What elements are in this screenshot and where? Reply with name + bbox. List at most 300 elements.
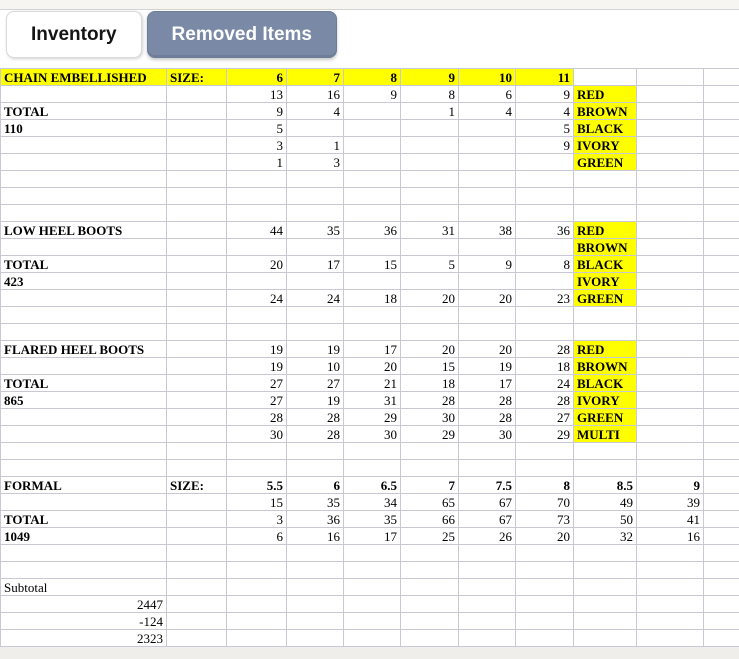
empty-cell[interactable] — [401, 120, 459, 137]
empty-cell[interactable] — [637, 171, 704, 188]
empty-cell[interactable] — [287, 307, 344, 324]
empty-cell[interactable] — [637, 613, 704, 630]
cell[interactable]: 35 — [287, 222, 344, 239]
cell[interactable]: 21 — [344, 375, 401, 392]
cell[interactable]: 1 — [227, 154, 287, 171]
empty-cell[interactable] — [459, 443, 516, 460]
empty-cell[interactable] — [227, 596, 287, 613]
empty-cell[interactable] — [574, 562, 637, 579]
empty-cell[interactable] — [167, 188, 227, 205]
empty-cell[interactable] — [167, 511, 227, 528]
empty-cell[interactable] — [637, 443, 704, 460]
empty-cell[interactable] — [459, 460, 516, 477]
cell[interactable]: 19 — [287, 392, 344, 409]
cell[interactable]: 23 — [516, 290, 574, 307]
cell[interactable]: 5.5 — [227, 477, 287, 494]
empty-cell[interactable] — [227, 324, 287, 341]
empty-cell[interactable] — [1, 409, 167, 426]
cell[interactable]: 31 — [344, 392, 401, 409]
empty-cell[interactable] — [704, 205, 739, 222]
empty-cell[interactable] — [704, 103, 739, 120]
empty-cell[interactable] — [167, 341, 227, 358]
cell[interactable]: GREEN — [574, 154, 637, 171]
empty-cell[interactable] — [516, 188, 574, 205]
empty-cell[interactable] — [167, 409, 227, 426]
empty-cell[interactable] — [287, 613, 344, 630]
cell[interactable]: 27 — [227, 392, 287, 409]
empty-cell[interactable] — [637, 375, 704, 392]
empty-cell[interactable] — [344, 171, 401, 188]
cell[interactable]: 4 — [459, 103, 516, 120]
empty-cell[interactable] — [167, 205, 227, 222]
empty-cell[interactable] — [704, 290, 739, 307]
empty-cell[interactable] — [167, 273, 227, 290]
empty-cell[interactable] — [637, 222, 704, 239]
cell[interactable]: 17 — [344, 528, 401, 545]
empty-cell[interactable] — [704, 477, 739, 494]
empty-cell[interactable] — [516, 239, 574, 256]
cell[interactable]: 19 — [459, 358, 516, 375]
empty-cell[interactable] — [459, 205, 516, 222]
cell[interactable]: 9 — [344, 86, 401, 103]
empty-cell[interactable] — [1, 562, 167, 579]
empty-cell[interactable] — [704, 222, 739, 239]
cell[interactable]: 6 — [287, 477, 344, 494]
empty-cell[interactable] — [704, 307, 739, 324]
empty-cell[interactable] — [516, 630, 574, 647]
empty-cell[interactable] — [227, 613, 287, 630]
empty-cell[interactable] — [227, 273, 287, 290]
cell[interactable]: 2323 — [1, 630, 167, 647]
empty-cell[interactable] — [637, 630, 704, 647]
cell[interactable]: 8 — [344, 69, 401, 86]
cell[interactable]: TOTAL — [1, 256, 167, 273]
cell[interactable]: 34 — [344, 494, 401, 511]
empty-cell[interactable] — [704, 324, 739, 341]
cell[interactable]: 5 — [516, 120, 574, 137]
empty-cell[interactable] — [227, 188, 287, 205]
cell[interactable]: 30 — [401, 409, 459, 426]
tab-inventory[interactable]: Inventory — [6, 11, 142, 58]
cell[interactable]: 28 — [516, 392, 574, 409]
cell[interactable]: 67 — [459, 511, 516, 528]
empty-cell[interactable] — [1, 545, 167, 562]
cell[interactable]: 20 — [516, 528, 574, 545]
empty-cell[interactable] — [637, 239, 704, 256]
cell[interactable]: 9 — [459, 256, 516, 273]
empty-cell[interactable] — [459, 239, 516, 256]
empty-cell[interactable] — [516, 460, 574, 477]
cell[interactable]: 8 — [516, 256, 574, 273]
cell[interactable]: BROWN — [574, 239, 637, 256]
empty-cell[interactable] — [287, 324, 344, 341]
empty-cell[interactable] — [637, 358, 704, 375]
empty-cell[interactable] — [704, 86, 739, 103]
empty-cell[interactable] — [227, 307, 287, 324]
empty-cell[interactable] — [401, 443, 459, 460]
cell[interactable]: 1 — [401, 103, 459, 120]
cell[interactable]: 28 — [227, 409, 287, 426]
cell[interactable]: 20 — [344, 358, 401, 375]
cell[interactable]: 8 — [516, 477, 574, 494]
empty-cell[interactable] — [167, 613, 227, 630]
empty-cell[interactable] — [167, 630, 227, 647]
empty-cell[interactable] — [574, 205, 637, 222]
cell[interactable]: 18 — [401, 375, 459, 392]
empty-cell[interactable] — [459, 562, 516, 579]
empty-cell[interactable] — [1, 205, 167, 222]
cell[interactable]: 13 — [227, 86, 287, 103]
empty-cell[interactable] — [704, 171, 739, 188]
cell[interactable]: GREEN — [574, 409, 637, 426]
cell[interactable]: 1049 — [1, 528, 167, 545]
empty-cell[interactable] — [344, 460, 401, 477]
cell[interactable]: 110 — [1, 120, 167, 137]
empty-cell[interactable] — [704, 460, 739, 477]
empty-cell[interactable] — [401, 188, 459, 205]
cell[interactable]: IVORY — [574, 273, 637, 290]
empty-cell[interactable] — [704, 392, 739, 409]
empty-cell[interactable] — [227, 545, 287, 562]
empty-cell[interactable] — [287, 188, 344, 205]
empty-cell[interactable] — [1, 171, 167, 188]
empty-cell[interactable] — [344, 324, 401, 341]
empty-cell[interactable] — [344, 120, 401, 137]
tab-removed-items[interactable]: Removed Items — [147, 11, 337, 58]
empty-cell[interactable] — [516, 205, 574, 222]
empty-cell[interactable] — [401, 460, 459, 477]
empty-cell[interactable] — [704, 545, 739, 562]
empty-cell[interactable] — [167, 426, 227, 443]
empty-cell[interactable] — [637, 273, 704, 290]
cell[interactable]: 16 — [637, 528, 704, 545]
empty-cell[interactable] — [704, 613, 739, 630]
empty-cell[interactable] — [401, 137, 459, 154]
cell[interactable]: 28 — [401, 392, 459, 409]
cell[interactable]: 30 — [459, 426, 516, 443]
empty-cell[interactable] — [401, 205, 459, 222]
empty-cell[interactable] — [574, 69, 637, 86]
cell[interactable]: 2447 — [1, 596, 167, 613]
empty-cell[interactable] — [1, 154, 167, 171]
empty-cell[interactable] — [704, 69, 739, 86]
empty-cell[interactable] — [516, 596, 574, 613]
cell[interactable]: 28 — [459, 409, 516, 426]
cell[interactable]: 16 — [287, 86, 344, 103]
cell[interactable]: 17 — [459, 375, 516, 392]
empty-cell[interactable] — [516, 562, 574, 579]
cell[interactable]: 30 — [227, 426, 287, 443]
empty-cell[interactable] — [227, 630, 287, 647]
empty-cell[interactable] — [459, 154, 516, 171]
empty-cell[interactable] — [637, 307, 704, 324]
empty-cell[interactable] — [704, 630, 739, 647]
cell[interactable]: 28 — [287, 426, 344, 443]
empty-cell[interactable] — [637, 154, 704, 171]
empty-cell[interactable] — [1, 358, 167, 375]
empty-cell[interactable] — [516, 324, 574, 341]
empty-cell[interactable] — [459, 171, 516, 188]
empty-cell[interactable] — [344, 137, 401, 154]
empty-cell[interactable] — [1, 188, 167, 205]
cell[interactable]: 35 — [344, 511, 401, 528]
empty-cell[interactable] — [704, 511, 739, 528]
empty-cell[interactable] — [227, 443, 287, 460]
cell[interactable]: TOTAL — [1, 375, 167, 392]
cell[interactable]: 7 — [287, 69, 344, 86]
empty-cell[interactable] — [287, 562, 344, 579]
cell[interactable]: 28 — [516, 341, 574, 358]
empty-cell[interactable] — [401, 545, 459, 562]
empty-cell[interactable] — [459, 137, 516, 154]
cell[interactable]: 9 — [637, 477, 704, 494]
empty-cell[interactable] — [704, 358, 739, 375]
empty-cell[interactable] — [1, 239, 167, 256]
cell[interactable]: GREEN — [574, 290, 637, 307]
empty-cell[interactable] — [344, 307, 401, 324]
empty-cell[interactable] — [167, 596, 227, 613]
empty-cell[interactable] — [167, 256, 227, 273]
empty-cell[interactable] — [516, 273, 574, 290]
cell[interactable]: 9 — [401, 69, 459, 86]
empty-cell[interactable] — [227, 579, 287, 596]
cell[interactable]: 19 — [227, 341, 287, 358]
cell[interactable]: SIZE: — [167, 477, 227, 494]
empty-cell[interactable] — [637, 341, 704, 358]
empty-cell[interactable] — [1, 86, 167, 103]
empty-cell[interactable] — [704, 273, 739, 290]
empty-cell[interactable] — [637, 324, 704, 341]
cell[interactable]: 9 — [516, 137, 574, 154]
cell[interactable]: FLARED HEEL BOOTS — [1, 341, 167, 358]
empty-cell[interactable] — [287, 460, 344, 477]
empty-cell[interactable] — [516, 307, 574, 324]
empty-cell[interactable] — [704, 341, 739, 358]
empty-cell[interactable] — [287, 171, 344, 188]
cell[interactable]: 4 — [287, 103, 344, 120]
empty-cell[interactable] — [637, 120, 704, 137]
cell[interactable]: 20 — [401, 341, 459, 358]
cell[interactable]: 15 — [227, 494, 287, 511]
cell[interactable]: 17 — [287, 256, 344, 273]
cell[interactable]: RED — [574, 222, 637, 239]
empty-cell[interactable] — [637, 137, 704, 154]
empty-cell[interactable] — [1, 137, 167, 154]
empty-cell[interactable] — [287, 239, 344, 256]
cell[interactable]: LOW HEEL BOOTS — [1, 222, 167, 239]
empty-cell[interactable] — [574, 460, 637, 477]
empty-cell[interactable] — [167, 324, 227, 341]
cell[interactable]: 5 — [401, 256, 459, 273]
empty-cell[interactable] — [459, 188, 516, 205]
empty-cell[interactable] — [287, 443, 344, 460]
empty-cell[interactable] — [167, 358, 227, 375]
cell[interactable]: TOTAL — [1, 103, 167, 120]
empty-cell[interactable] — [704, 188, 739, 205]
cell[interactable]: 15 — [344, 256, 401, 273]
empty-cell[interactable] — [1, 324, 167, 341]
empty-cell[interactable] — [704, 120, 739, 137]
empty-cell[interactable] — [167, 579, 227, 596]
cell[interactable]: 24 — [287, 290, 344, 307]
empty-cell[interactable] — [704, 426, 739, 443]
cell[interactable]: 20 — [459, 341, 516, 358]
empty-cell[interactable] — [287, 630, 344, 647]
empty-cell[interactable] — [401, 154, 459, 171]
empty-cell[interactable] — [637, 579, 704, 596]
empty-cell[interactable] — [167, 528, 227, 545]
empty-cell[interactable] — [287, 579, 344, 596]
cell[interactable]: 39 — [637, 494, 704, 511]
empty-cell[interactable] — [637, 103, 704, 120]
cell[interactable]: 18 — [516, 358, 574, 375]
empty-cell[interactable] — [227, 562, 287, 579]
empty-cell[interactable] — [574, 443, 637, 460]
empty-cell[interactable] — [516, 171, 574, 188]
empty-cell[interactable] — [704, 154, 739, 171]
cell[interactable]: BLACK — [574, 256, 637, 273]
empty-cell[interactable] — [167, 239, 227, 256]
cell[interactable]: 24 — [516, 375, 574, 392]
empty-cell[interactable] — [516, 443, 574, 460]
cell[interactable]: 865 — [1, 392, 167, 409]
cell[interactable]: 17 — [344, 341, 401, 358]
empty-cell[interactable] — [459, 120, 516, 137]
cell[interactable]: 15 — [401, 358, 459, 375]
cell[interactable]: 73 — [516, 511, 574, 528]
empty-cell[interactable] — [344, 205, 401, 222]
cell[interactable]: 49 — [574, 494, 637, 511]
cell[interactable]: 4 — [516, 103, 574, 120]
empty-cell[interactable] — [637, 69, 704, 86]
empty-cell[interactable] — [227, 171, 287, 188]
cell[interactable]: 26 — [459, 528, 516, 545]
empty-cell[interactable] — [287, 205, 344, 222]
empty-cell[interactable] — [459, 324, 516, 341]
empty-cell[interactable] — [344, 443, 401, 460]
cell[interactable]: 1 — [287, 137, 344, 154]
empty-cell[interactable] — [401, 613, 459, 630]
empty-cell[interactable] — [704, 239, 739, 256]
empty-cell[interactable] — [1, 290, 167, 307]
cell[interactable]: 19 — [287, 341, 344, 358]
cell[interactable]: 6 — [227, 69, 287, 86]
cell[interactable]: 20 — [227, 256, 287, 273]
cell[interactable]: 7 — [401, 477, 459, 494]
empty-cell[interactable] — [344, 562, 401, 579]
cell[interactable]: BLACK — [574, 120, 637, 137]
empty-cell[interactable] — [637, 460, 704, 477]
empty-cell[interactable] — [704, 256, 739, 273]
empty-cell[interactable] — [704, 579, 739, 596]
cell[interactable]: 30 — [344, 426, 401, 443]
empty-cell[interactable] — [287, 273, 344, 290]
cell[interactable]: 36 — [516, 222, 574, 239]
cell[interactable]: 20 — [459, 290, 516, 307]
cell[interactable]: 29 — [401, 426, 459, 443]
empty-cell[interactable] — [637, 290, 704, 307]
empty-cell[interactable] — [401, 630, 459, 647]
empty-cell[interactable] — [637, 205, 704, 222]
empty-cell[interactable] — [704, 528, 739, 545]
cell[interactable]: 3 — [287, 154, 344, 171]
empty-cell[interactable] — [344, 596, 401, 613]
cell[interactable]: 9 — [227, 103, 287, 120]
empty-cell[interactable] — [704, 375, 739, 392]
cell[interactable]: 423 — [1, 273, 167, 290]
cell[interactable]: 20 — [401, 290, 459, 307]
empty-cell[interactable] — [516, 613, 574, 630]
cell[interactable]: 6.5 — [344, 477, 401, 494]
empty-cell[interactable] — [516, 545, 574, 562]
empty-cell[interactable] — [401, 562, 459, 579]
cell[interactable]: 66 — [401, 511, 459, 528]
empty-cell[interactable] — [1, 443, 167, 460]
empty-cell[interactable] — [1, 494, 167, 511]
empty-cell[interactable] — [167, 120, 227, 137]
cell[interactable]: 32 — [574, 528, 637, 545]
cell[interactable]: 65 — [401, 494, 459, 511]
empty-cell[interactable] — [704, 443, 739, 460]
empty-cell[interactable] — [167, 222, 227, 239]
empty-cell[interactable] — [167, 562, 227, 579]
cell[interactable]: 7.5 — [459, 477, 516, 494]
cell[interactable]: 27 — [516, 409, 574, 426]
empty-cell[interactable] — [167, 307, 227, 324]
empty-cell[interactable] — [227, 239, 287, 256]
cell[interactable]: 41 — [637, 511, 704, 528]
cell[interactable]: MULTI — [574, 426, 637, 443]
empty-cell[interactable] — [704, 596, 739, 613]
empty-cell[interactable] — [167, 154, 227, 171]
cell[interactable]: 27 — [227, 375, 287, 392]
empty-cell[interactable] — [637, 86, 704, 103]
cell[interactable]: 6 — [227, 528, 287, 545]
empty-cell[interactable] — [167, 86, 227, 103]
empty-cell[interactable] — [516, 154, 574, 171]
empty-cell[interactable] — [459, 630, 516, 647]
cell[interactable]: 29 — [344, 409, 401, 426]
empty-cell[interactable] — [574, 545, 637, 562]
cell[interactable]: Subtotal — [1, 579, 167, 596]
empty-cell[interactable] — [167, 494, 227, 511]
empty-cell[interactable] — [704, 562, 739, 579]
cell[interactable]: FORMAL — [1, 477, 167, 494]
cell[interactable]: 8 — [401, 86, 459, 103]
cell[interactable]: 38 — [459, 222, 516, 239]
empty-cell[interactable] — [227, 460, 287, 477]
cell[interactable]: SIZE: — [167, 69, 227, 86]
empty-cell[interactable] — [401, 273, 459, 290]
empty-cell[interactable] — [167, 443, 227, 460]
empty-cell[interactable] — [401, 579, 459, 596]
empty-cell[interactable] — [344, 188, 401, 205]
cell[interactable]: 31 — [401, 222, 459, 239]
empty-cell[interactable] — [401, 239, 459, 256]
empty-cell[interactable] — [401, 324, 459, 341]
empty-cell[interactable] — [167, 103, 227, 120]
cell[interactable]: BROWN — [574, 358, 637, 375]
cell[interactable]: 28 — [287, 409, 344, 426]
empty-cell[interactable] — [574, 307, 637, 324]
empty-cell[interactable] — [344, 154, 401, 171]
empty-cell[interactable] — [637, 545, 704, 562]
cell[interactable]: 29 — [516, 426, 574, 443]
cell[interactable]: 5 — [227, 120, 287, 137]
empty-cell[interactable] — [167, 137, 227, 154]
cell[interactable]: BROWN — [574, 103, 637, 120]
empty-cell[interactable] — [459, 579, 516, 596]
